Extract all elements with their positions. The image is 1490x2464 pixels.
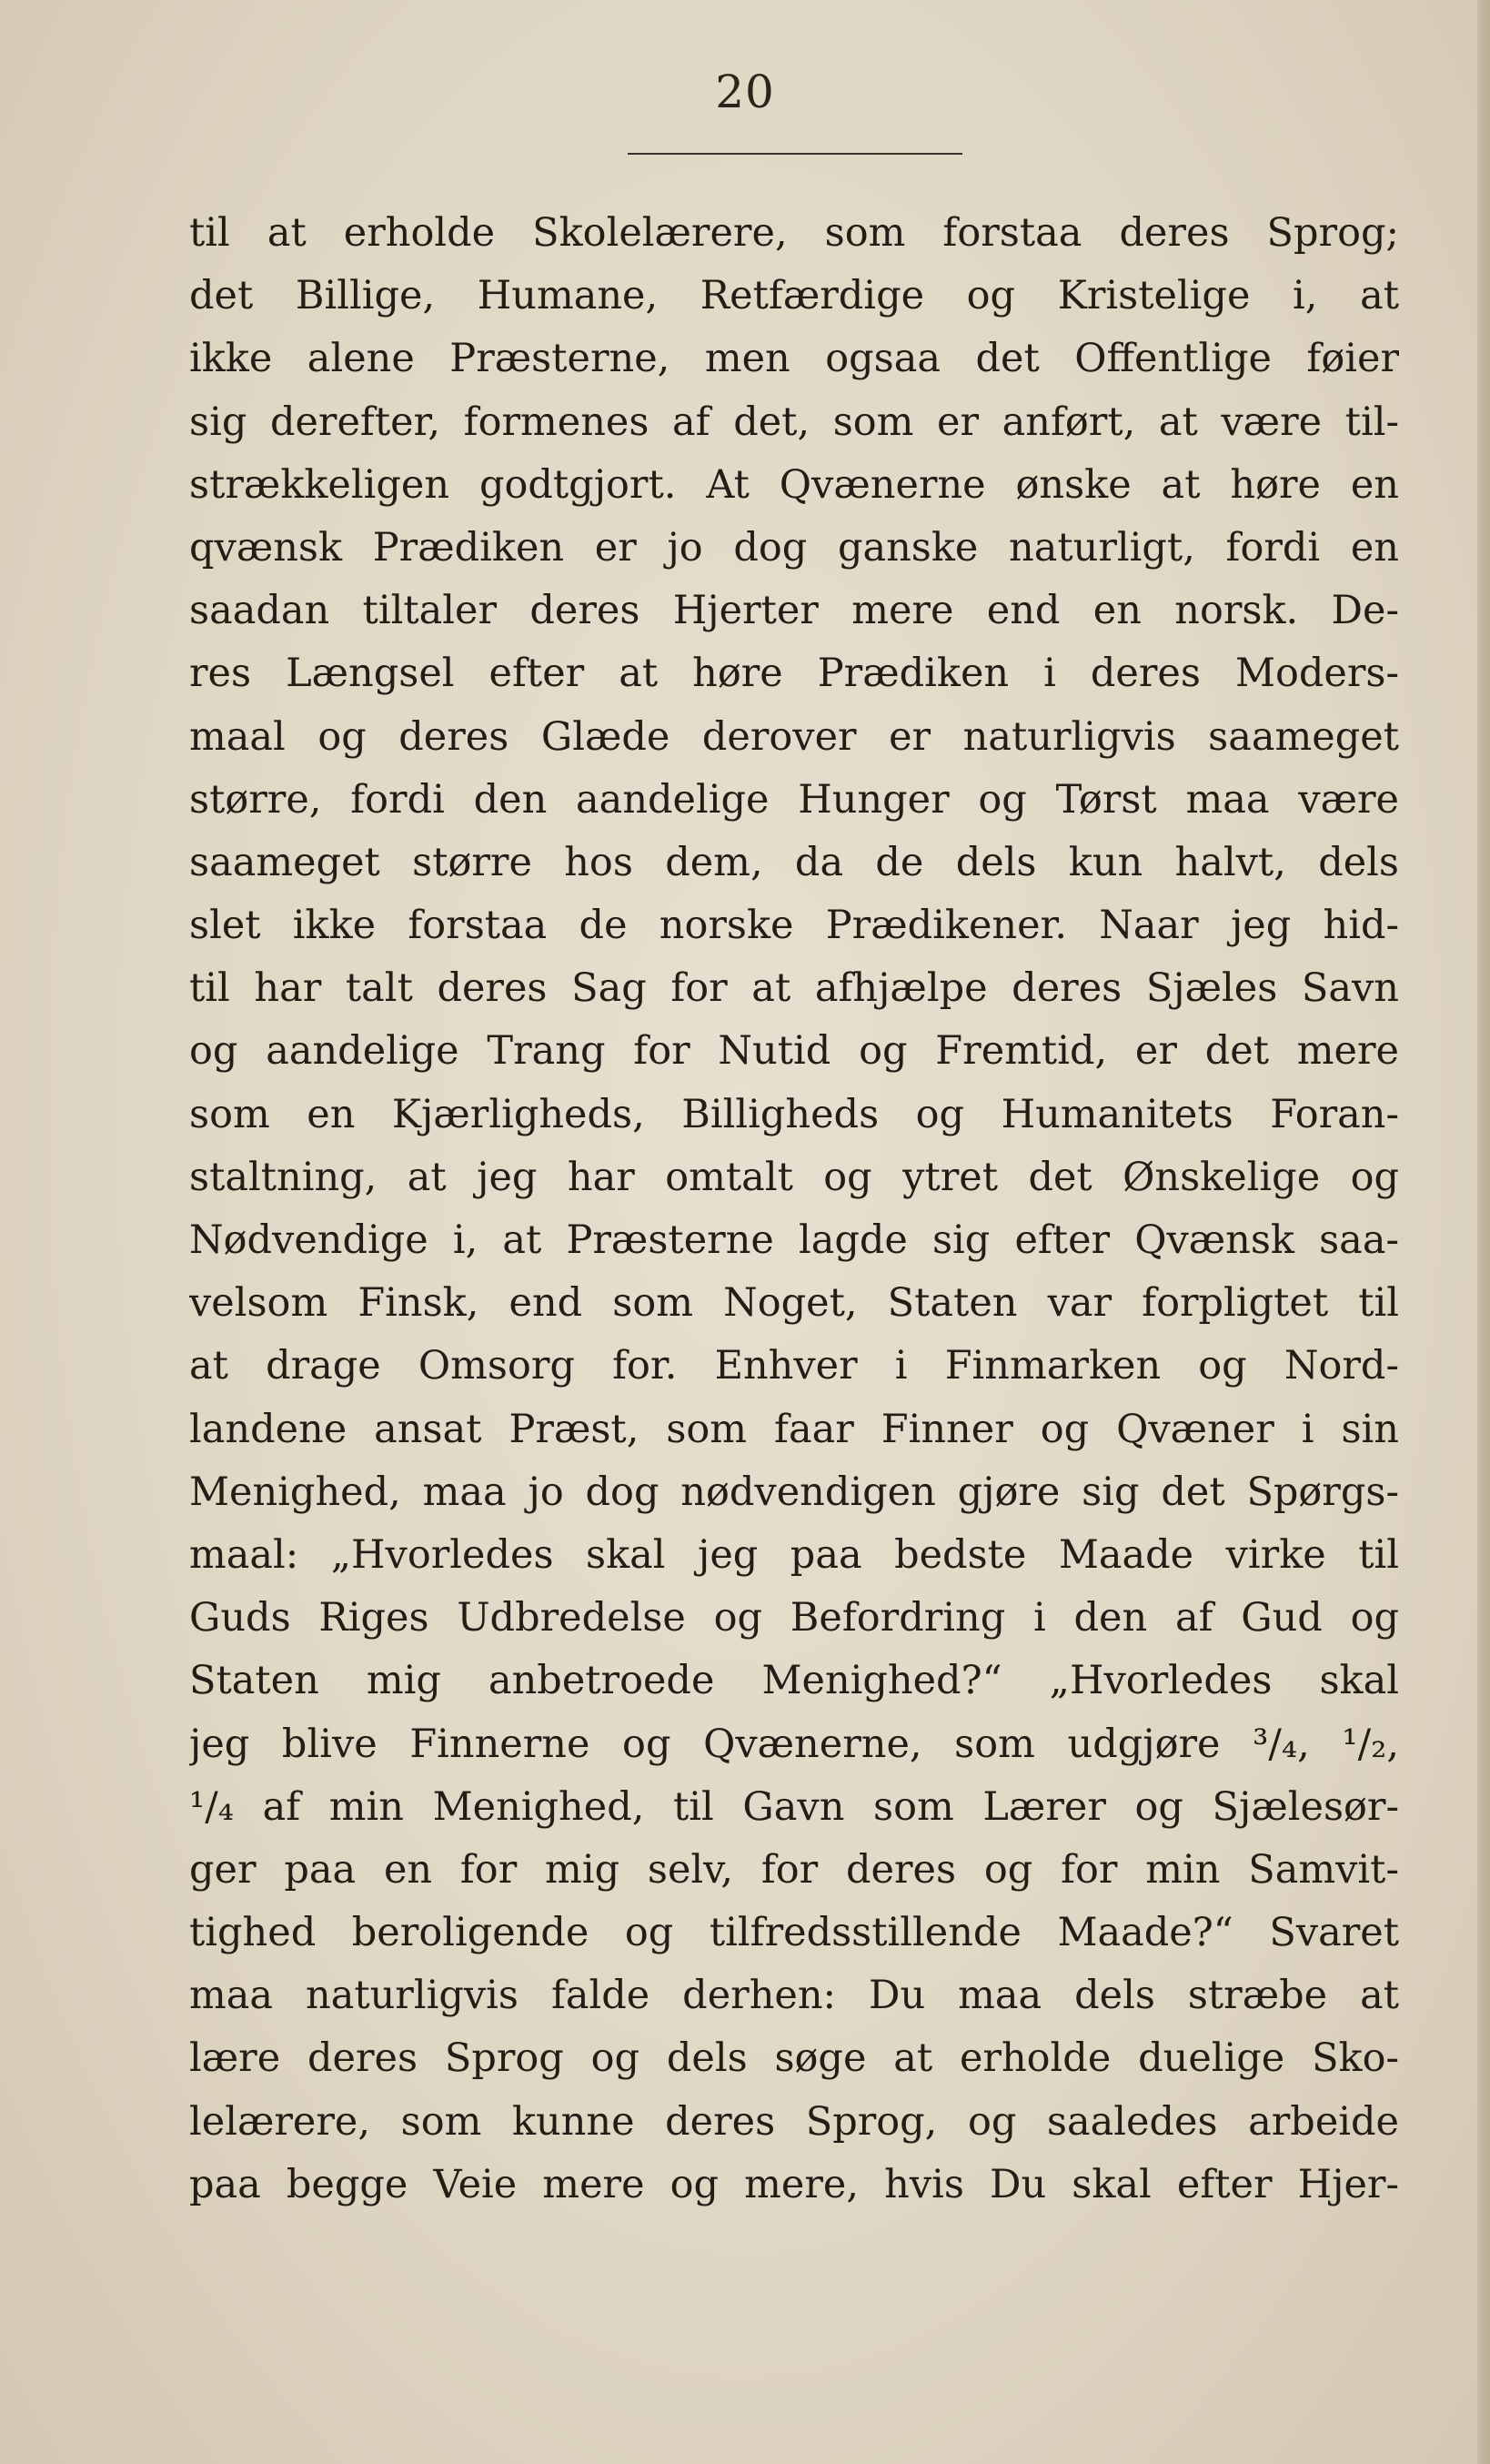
- text-line: maal og deres Glæde derover er naturligvis saameget: [189, 713, 1399, 760]
- text-line: maal: „Hvorledes skal jeg paa bedste Maade virke til: [189, 1531, 1399, 1578]
- text-line: strækkeligen godtgjort. At Qvænerne ønske at høre en: [189, 461, 1399, 508]
- text-line: lelærere, som kunne deres Sprog, og saaledes arbeide: [189, 2098, 1399, 2145]
- text-line: velsom Finsk, end som Noget, Staten var forpligtet til: [189, 1280, 1399, 1327]
- header-rule: [628, 153, 962, 155]
- text-line: saadan tiltaler deres Hjerter mere end en norsk. De-: [189, 588, 1399, 634]
- text-line: ger paa en for mig selv, for deres og for min Samvit-: [189, 1846, 1399, 1893]
- text-line: tighed beroligende og tilfredsstillende Maade?“ Svaret: [189, 1910, 1399, 1956]
- text-line: ikke alene Præsterne, men ogsaa det Offentlige føier: [189, 336, 1399, 382]
- text-line: staltning, at jeg har omtalt og ytret det Ønskelige og: [189, 1154, 1399, 1200]
- text-line: slet ikke forstaa de norske Prædikener. Naar jeg hid-: [189, 903, 1399, 949]
- text-line: landene ansat Præst, som faar Finner og Qvæner i sin: [189, 1406, 1399, 1452]
- body-text: [189, 202, 1399, 2217]
- text-line: paa begge Veie mere og mere, hvis Du skal efter Hjer-: [189, 2161, 1399, 2207]
- text-line: sig derefter, formenes af det, som er anført, at være til-: [189, 399, 1399, 445]
- text-line: Menighed, maa jo dog nødvendigen gjøre sig det Spørgs-: [189, 1469, 1399, 1515]
- text-line: Nødvendige i, at Præsterne lagde sig efter Qvænsk saa-: [189, 1217, 1399, 1263]
- text-line: og aandelige Trang for Nutid og Fremtid, er det mere: [189, 1028, 1399, 1075]
- text-line: ¹/₄ af min Menighed, til Gavn som Lærer og Sjælesør-: [189, 1783, 1399, 1830]
- text-line: Staten mig anbetroede Menighed?“ „Hvorledes skal: [189, 1658, 1399, 1704]
- text-line: Guds Riges Udbredelse og Befordring i den af Gud og: [189, 1595, 1399, 1641]
- text-line: at drage Omsorg for. Enhver i Finmarken og Nord-: [189, 1343, 1399, 1389]
- text-line: lære deres Sprog og dels søge at erholde duelige Sko-: [189, 2035, 1399, 2082]
- text-line: som en Kjærligheds, Billigheds og Humanitets Foran-: [189, 1091, 1399, 1137]
- text-line: qvænsk Prædiken er jo dog ganske naturligt, fordi en: [189, 524, 1399, 571]
- page-edge: [1477, 0, 1490, 2464]
- text-line: større, fordi den aandelige Hunger og Tørst maa være: [189, 776, 1399, 823]
- text-line: maa naturligvis falde derhen: Du maa dels stræbe at: [189, 1973, 1399, 2019]
- text-line: saameget større hos dem, da de dels kun halvt, dels: [189, 839, 1399, 885]
- text-line: jeg blive Finnerne og Qvænerne, som udgjøre ³/₄, ¹/₂,: [189, 1721, 1399, 1767]
- text-line: til har talt deres Sag for at afhjælpe deres Sjæles Savn: [189, 965, 1399, 1012]
- text-line: det Billige, Humane, Retfærdige og Kristelige i, at: [189, 273, 1399, 319]
- text-line: res Længsel efter at høre Prædiken i deres Moders-: [189, 651, 1399, 697]
- page-number: 20: [715, 66, 775, 118]
- text-line: til at erholde Skolelærere, som forstaa deres Sprog;: [189, 210, 1399, 256]
